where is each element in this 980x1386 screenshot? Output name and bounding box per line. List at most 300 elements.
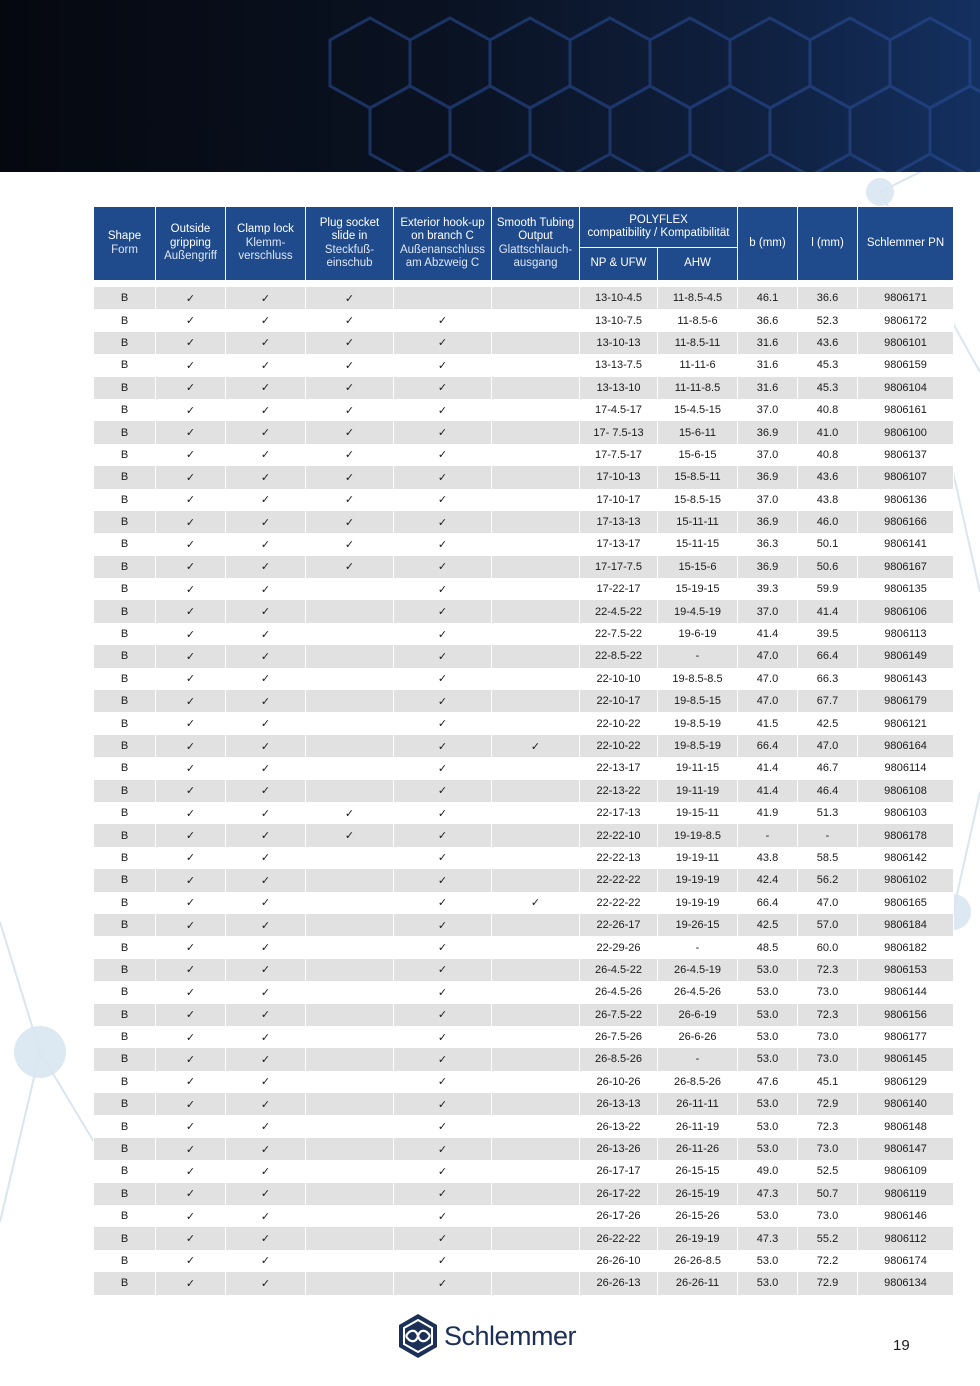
col-plug-socket: Plug socket slide in Steckfuß-einschub xyxy=(306,207,394,281)
plug-socket-check: ✓ xyxy=(306,824,394,846)
shape-cell: B xyxy=(94,1115,156,1137)
plug-socket-check xyxy=(306,1048,394,1070)
shape-cell: B xyxy=(94,1138,156,1160)
col-schlemmer-pn: Schlemmer PN xyxy=(858,207,954,281)
outside-gripping-check: ✓ xyxy=(156,690,226,712)
np-ufw-cell: 17-10-13 xyxy=(580,466,658,488)
shape-cell: B xyxy=(94,399,156,421)
ahw-cell: 15-8.5-11 xyxy=(658,466,738,488)
np-ufw-cell: 17- 7.5-13 xyxy=(580,421,658,443)
shape-cell: B xyxy=(94,1026,156,1048)
plug-socket-check: ✓ xyxy=(306,511,394,533)
spec-table xyxy=(93,206,954,1295)
smooth-tubing-check xyxy=(492,1160,580,1182)
clamp-lock-check: ✓ xyxy=(226,959,306,981)
exterior-hookup-check: ✓ xyxy=(394,1227,492,1249)
table-row xyxy=(94,869,954,891)
table-header xyxy=(94,207,954,281)
np-ufw-cell: 13-10-7.5 xyxy=(580,309,658,331)
pn-cell: 9806103 xyxy=(858,802,954,824)
b-mm-cell: 36.9 xyxy=(738,511,798,533)
table-row xyxy=(94,1093,954,1115)
l-mm-cell: 72.9 xyxy=(798,1272,858,1294)
smooth-tubing-check xyxy=(492,421,580,443)
np-ufw-cell: 26-22-22 xyxy=(580,1227,658,1249)
clamp-lock-check: ✓ xyxy=(226,466,306,488)
table-row xyxy=(94,1160,954,1182)
l-mm-cell: 59.9 xyxy=(798,578,858,600)
l-mm-cell: 73.0 xyxy=(798,981,858,1003)
np-ufw-cell: 13-10-4.5 xyxy=(580,287,658,309)
l-mm-cell: 66.4 xyxy=(798,645,858,667)
ahw-cell: 26-15-15 xyxy=(658,1160,738,1182)
pn-cell: 9806164 xyxy=(858,735,954,757)
pn-cell: 9806108 xyxy=(858,780,954,802)
np-ufw-cell: 17-17-7.5 xyxy=(580,556,658,578)
np-ufw-cell: 22-4.5-22 xyxy=(580,600,658,622)
ahw-cell: 11-11-8.5 xyxy=(658,377,738,399)
plug-socket-check xyxy=(306,757,394,779)
table-row xyxy=(94,1004,954,1026)
outside-gripping-check: ✓ xyxy=(156,1071,226,1093)
exterior-hookup-check: ✓ xyxy=(394,309,492,331)
shape-cell: B xyxy=(94,780,156,802)
pn-cell: 9806107 xyxy=(858,466,954,488)
exterior-hookup-check: ✓ xyxy=(394,332,492,354)
smooth-tubing-check xyxy=(492,444,580,466)
pn-cell: 9806113 xyxy=(858,623,954,645)
b-mm-cell: 36.9 xyxy=(738,466,798,488)
smooth-tubing-check xyxy=(492,824,580,846)
exterior-hookup-check: ✓ xyxy=(394,623,492,645)
table-row xyxy=(94,421,954,443)
l-mm-cell: 50.1 xyxy=(798,533,858,555)
clamp-lock-check: ✓ xyxy=(226,354,306,376)
shape-cell: B xyxy=(94,1160,156,1182)
exterior-hookup-check: ✓ xyxy=(394,936,492,958)
l-mm-cell: 45.3 xyxy=(798,354,858,376)
b-mm-cell: 37.0 xyxy=(738,399,798,421)
clamp-lock-check: ✓ xyxy=(226,287,306,309)
np-ufw-cell: 17-10-17 xyxy=(580,489,658,511)
b-mm-cell: 46.1 xyxy=(738,287,798,309)
ahw-cell: 15-4.5-15 xyxy=(658,399,738,421)
plug-socket-check xyxy=(306,936,394,958)
clamp-lock-check: ✓ xyxy=(226,489,306,511)
clamp-lock-check: ✓ xyxy=(226,1272,306,1294)
clamp-lock-check: ✓ xyxy=(226,757,306,779)
shape-cell: B xyxy=(94,309,156,331)
shape-cell: B xyxy=(94,489,156,511)
pn-cell: 9806112 xyxy=(858,1227,954,1249)
clamp-lock-check: ✓ xyxy=(226,1071,306,1093)
pn-cell: 9806179 xyxy=(858,690,954,712)
plug-socket-check xyxy=(306,892,394,914)
outside-gripping-check: ✓ xyxy=(156,466,226,488)
smooth-tubing-check xyxy=(492,287,580,309)
clamp-lock-check: ✓ xyxy=(226,421,306,443)
shape-cell: B xyxy=(94,668,156,690)
smooth-tubing-check xyxy=(492,802,580,824)
clamp-lock-check: ✓ xyxy=(226,1026,306,1048)
clamp-lock-check: ✓ xyxy=(226,578,306,600)
b-mm-cell: 53.0 xyxy=(738,1205,798,1227)
outside-gripping-check: ✓ xyxy=(156,1272,226,1294)
smooth-tubing-check xyxy=(492,511,580,533)
ahw-cell: 19-11-15 xyxy=(658,757,738,779)
np-ufw-cell: 22-22-22 xyxy=(580,869,658,891)
shape-cell: B xyxy=(94,959,156,981)
np-ufw-cell: 26-17-22 xyxy=(580,1183,658,1205)
b-mm-cell: 66.4 xyxy=(738,892,798,914)
ahw-cell: 11-11-6 xyxy=(658,354,738,376)
clamp-lock-check: ✓ xyxy=(226,735,306,757)
l-mm-cell: 46.4 xyxy=(798,780,858,802)
exterior-hookup-check: ✓ xyxy=(394,489,492,511)
l-mm-cell: 72.2 xyxy=(798,1250,858,1272)
plug-socket-check xyxy=(306,981,394,1003)
smooth-tubing-check xyxy=(492,1093,580,1115)
pn-cell: 9806161 xyxy=(858,399,954,421)
np-ufw-cell: 22-22-22 xyxy=(580,892,658,914)
exterior-hookup-check: ✓ xyxy=(394,1093,492,1115)
smooth-tubing-check xyxy=(492,600,580,622)
b-mm-cell: 53.0 xyxy=(738,1093,798,1115)
shape-cell: B xyxy=(94,1004,156,1026)
pn-cell: 9806178 xyxy=(858,824,954,846)
table-row xyxy=(94,533,954,555)
smooth-tubing-check xyxy=(492,399,580,421)
l-mm-cell: 72.9 xyxy=(798,1093,858,1115)
plug-socket-check xyxy=(306,1227,394,1249)
clamp-lock-check: ✓ xyxy=(226,511,306,533)
plug-socket-check xyxy=(306,780,394,802)
table-row xyxy=(94,466,954,488)
outside-gripping-check: ✓ xyxy=(156,489,226,511)
table-row xyxy=(94,1048,954,1070)
plug-socket-check: ✓ xyxy=(306,377,394,399)
b-mm-cell: 41.4 xyxy=(738,780,798,802)
np-ufw-cell: 26-13-26 xyxy=(580,1138,658,1160)
ahw-cell: 26-26-11 xyxy=(658,1272,738,1294)
pn-cell: 9806102 xyxy=(858,869,954,891)
plug-socket-check xyxy=(306,1183,394,1205)
table-row xyxy=(94,847,954,869)
l-mm-cell: 52.5 xyxy=(798,1160,858,1182)
plug-socket-check xyxy=(306,600,394,622)
outside-gripping-check: ✓ xyxy=(156,1227,226,1249)
shape-cell: B xyxy=(94,802,156,824)
b-mm-cell: 36.9 xyxy=(738,556,798,578)
smooth-tubing-check xyxy=(492,1227,580,1249)
outside-gripping-check: ✓ xyxy=(156,712,226,734)
exterior-hookup-check: ✓ xyxy=(394,1026,492,1048)
table-row xyxy=(94,1138,954,1160)
b-mm-cell: 41.4 xyxy=(738,623,798,645)
pn-cell: 9806177 xyxy=(858,1026,954,1048)
l-mm-cell: 43.6 xyxy=(798,466,858,488)
col-shape: Shape Form xyxy=(94,207,156,281)
ahw-cell: 11-8.5-6 xyxy=(658,309,738,331)
shape-cell: B xyxy=(94,1048,156,1070)
np-ufw-cell: 13-13-10 xyxy=(580,377,658,399)
pn-cell: 9806171 xyxy=(858,287,954,309)
outside-gripping-check: ✓ xyxy=(156,1048,226,1070)
plug-socket-check xyxy=(306,1205,394,1227)
ahw-cell: 19-6-19 xyxy=(658,623,738,645)
outside-gripping-check: ✓ xyxy=(156,981,226,1003)
table-row xyxy=(94,735,954,757)
smooth-tubing-check xyxy=(492,578,580,600)
outside-gripping-check: ✓ xyxy=(156,1115,226,1137)
table-body xyxy=(94,281,954,1295)
ahw-cell: 26-26-8.5 xyxy=(658,1250,738,1272)
exterior-hookup-check: ✓ xyxy=(394,668,492,690)
np-ufw-cell: 26-26-10 xyxy=(580,1250,658,1272)
plug-socket-check xyxy=(306,847,394,869)
pn-cell: 9806104 xyxy=(858,377,954,399)
smooth-tubing-check xyxy=(492,959,580,981)
ahw-cell: 19-8.5-8.5 xyxy=(658,668,738,690)
ahw-cell: 15-8.5-15 xyxy=(658,489,738,511)
exterior-hookup-check: ✓ xyxy=(394,892,492,914)
pn-cell: 9806148 xyxy=(858,1115,954,1137)
smooth-tubing-check xyxy=(492,556,580,578)
plug-socket-check xyxy=(306,668,394,690)
smooth-tubing-check xyxy=(492,1205,580,1227)
pn-cell: 9806129 xyxy=(858,1071,954,1093)
exterior-hookup-check: ✓ xyxy=(394,466,492,488)
outside-gripping-check: ✓ xyxy=(156,377,226,399)
plug-socket-check xyxy=(306,914,394,936)
np-ufw-cell: 22-22-13 xyxy=(580,847,658,869)
l-mm-cell: 46.7 xyxy=(798,757,858,779)
table-row xyxy=(94,1071,954,1093)
ahw-cell: 15-15-6 xyxy=(658,556,738,578)
shape-cell: B xyxy=(94,444,156,466)
table-row xyxy=(94,914,954,936)
shape-cell: B xyxy=(94,914,156,936)
b-mm-cell: 47.0 xyxy=(738,668,798,690)
outside-gripping-check: ✓ xyxy=(156,847,226,869)
b-mm-cell: 53.0 xyxy=(738,1138,798,1160)
exterior-hookup-check: ✓ xyxy=(394,1048,492,1070)
pn-cell: 9806109 xyxy=(858,1160,954,1182)
np-ufw-cell: 26-13-13 xyxy=(580,1093,658,1115)
shape-cell: B xyxy=(94,287,156,309)
ahw-cell: 26-15-26 xyxy=(658,1205,738,1227)
smooth-tubing-check xyxy=(492,1138,580,1160)
plug-socket-check xyxy=(306,1272,394,1294)
hero-banner xyxy=(0,0,980,172)
smooth-tubing-check xyxy=(492,757,580,779)
outside-gripping-check: ✓ xyxy=(156,892,226,914)
smooth-tubing-check xyxy=(492,712,580,734)
smooth-tubing-check xyxy=(492,645,580,667)
b-mm-cell: 53.0 xyxy=(738,959,798,981)
col-smooth-tubing: Smooth Tubing Output Glattschlauch-ausgang xyxy=(492,207,580,281)
pn-cell: 9806137 xyxy=(858,444,954,466)
pn-cell: 9806101 xyxy=(858,332,954,354)
table-row xyxy=(94,1115,954,1137)
ahw-cell: 19-8.5-15 xyxy=(658,690,738,712)
b-mm-cell: 41.4 xyxy=(738,757,798,779)
exterior-hookup-check xyxy=(394,287,492,309)
smooth-tubing-check xyxy=(492,981,580,1003)
table-row xyxy=(94,936,954,958)
table-row xyxy=(94,1272,954,1294)
l-mm-cell: 73.0 xyxy=(798,1048,858,1070)
ahw-cell: 26-4.5-19 xyxy=(658,959,738,981)
np-ufw-cell: 22-29-26 xyxy=(580,936,658,958)
smooth-tubing-check xyxy=(492,1272,580,1294)
smooth-tubing-check xyxy=(492,489,580,511)
b-mm-cell: 49.0 xyxy=(738,1160,798,1182)
plug-socket-check: ✓ xyxy=(306,556,394,578)
outside-gripping-check: ✓ xyxy=(156,668,226,690)
np-ufw-cell: 26-4.5-22 xyxy=(580,959,658,981)
table-row xyxy=(94,377,954,399)
exterior-hookup-check: ✓ xyxy=(394,981,492,1003)
np-ufw-cell: 26-17-26 xyxy=(580,1205,658,1227)
smooth-tubing-check xyxy=(492,1115,580,1137)
np-ufw-cell: 26-13-22 xyxy=(580,1115,658,1137)
smooth-tubing-check xyxy=(492,690,580,712)
plug-socket-check xyxy=(306,869,394,891)
smooth-tubing-check xyxy=(492,1071,580,1093)
np-ufw-cell: 22-22-10 xyxy=(580,824,658,846)
pn-cell: 9806100 xyxy=(858,421,954,443)
ahw-cell: 26-6-26 xyxy=(658,1026,738,1048)
shape-cell: B xyxy=(94,600,156,622)
exterior-hookup-check: ✓ xyxy=(394,377,492,399)
np-ufw-cell: 26-26-13 xyxy=(580,1272,658,1294)
ahw-cell: 19-19-11 xyxy=(658,847,738,869)
col-b-mm: b (mm) xyxy=(738,207,798,281)
plug-socket-check: ✓ xyxy=(306,287,394,309)
clamp-lock-check: ✓ xyxy=(226,869,306,891)
shape-cell: B xyxy=(94,892,156,914)
outside-gripping-check: ✓ xyxy=(156,914,226,936)
clamp-lock-check: ✓ xyxy=(226,623,306,645)
exterior-hookup-check: ✓ xyxy=(394,421,492,443)
exterior-hookup-check: ✓ xyxy=(394,735,492,757)
pn-cell: 9806174 xyxy=(858,1250,954,1272)
exterior-hookup-check: ✓ xyxy=(394,1138,492,1160)
outside-gripping-check: ✓ xyxy=(156,1138,226,1160)
pn-cell: 9806165 xyxy=(858,892,954,914)
plug-socket-check: ✓ xyxy=(306,399,394,421)
l-mm-cell: 43.6 xyxy=(798,332,858,354)
exterior-hookup-check: ✓ xyxy=(394,690,492,712)
exterior-hookup-check: ✓ xyxy=(394,712,492,734)
pn-cell: 9806143 xyxy=(858,668,954,690)
clamp-lock-check: ✓ xyxy=(226,533,306,555)
shape-cell: B xyxy=(94,1183,156,1205)
shape-cell: B xyxy=(94,847,156,869)
np-ufw-cell: 26-10-26 xyxy=(580,1071,658,1093)
l-mm-cell: 41.4 xyxy=(798,600,858,622)
pn-cell: 9806166 xyxy=(858,511,954,533)
plug-socket-check xyxy=(306,1026,394,1048)
smooth-tubing-check xyxy=(492,377,580,399)
np-ufw-cell: 22-10-22 xyxy=(580,735,658,757)
exterior-hookup-check: ✓ xyxy=(394,1071,492,1093)
shape-cell: B xyxy=(94,377,156,399)
outside-gripping-check: ✓ xyxy=(156,869,226,891)
pn-cell: 9806119 xyxy=(858,1183,954,1205)
ahw-cell: 19-8.5-19 xyxy=(658,712,738,734)
exterior-hookup-check: ✓ xyxy=(394,1205,492,1227)
b-mm-cell: 53.0 xyxy=(738,1250,798,1272)
outside-gripping-check: ✓ xyxy=(156,802,226,824)
np-ufw-cell: 22-10-22 xyxy=(580,712,658,734)
b-mm-cell: 39.3 xyxy=(738,578,798,600)
np-ufw-cell: 26-17-17 xyxy=(580,1160,658,1182)
b-mm-cell: 53.0 xyxy=(738,1048,798,1070)
outside-gripping-check: ✓ xyxy=(156,309,226,331)
ahw-cell: 19-19-19 xyxy=(658,892,738,914)
plug-socket-check: ✓ xyxy=(306,354,394,376)
ahw-cell: 26-11-19 xyxy=(658,1115,738,1137)
ahw-cell: 19-19-19 xyxy=(658,869,738,891)
b-mm-cell: 41.5 xyxy=(738,712,798,734)
smooth-tubing-check xyxy=(492,1048,580,1070)
ahw-cell: 19-8.5-19 xyxy=(658,735,738,757)
exterior-hookup-check: ✓ xyxy=(394,1115,492,1137)
l-mm-cell: 41.0 xyxy=(798,421,858,443)
table-row xyxy=(94,489,954,511)
table-row xyxy=(94,1227,954,1249)
exterior-hookup-check: ✓ xyxy=(394,802,492,824)
pn-cell: 9806156 xyxy=(858,1004,954,1026)
pn-cell: 9806106 xyxy=(858,600,954,622)
shape-cell: B xyxy=(94,556,156,578)
shape-cell: B xyxy=(94,981,156,1003)
exterior-hookup-check: ✓ xyxy=(394,645,492,667)
np-ufw-cell: 22-26-17 xyxy=(580,914,658,936)
ahw-cell: 19-11-19 xyxy=(658,780,738,802)
np-ufw-cell: 26-7.5-26 xyxy=(580,1026,658,1048)
smooth-tubing-check xyxy=(492,1250,580,1272)
shape-cell: B xyxy=(94,869,156,891)
l-mm-cell: 66.3 xyxy=(798,668,858,690)
exterior-hookup-check: ✓ xyxy=(394,780,492,802)
pn-cell: 9806114 xyxy=(858,757,954,779)
l-mm-cell: 47.0 xyxy=(798,735,858,757)
b-mm-cell: 31.6 xyxy=(738,377,798,399)
smooth-tubing-check xyxy=(492,309,580,331)
ahw-cell: 19-19-8.5 xyxy=(658,824,738,846)
pn-cell: 9806136 xyxy=(858,489,954,511)
plug-socket-check: ✓ xyxy=(306,489,394,511)
clamp-lock-check: ✓ xyxy=(226,399,306,421)
outside-gripping-check: ✓ xyxy=(156,556,226,578)
exterior-hookup-check: ✓ xyxy=(394,1183,492,1205)
outside-gripping-check: ✓ xyxy=(156,757,226,779)
b-mm-cell: 43.8 xyxy=(738,847,798,869)
table-row xyxy=(94,645,954,667)
b-mm-cell: 36.6 xyxy=(738,309,798,331)
shape-cell: B xyxy=(94,936,156,958)
shape-cell: B xyxy=(94,645,156,667)
smooth-tubing-check xyxy=(492,668,580,690)
l-mm-cell: 46.0 xyxy=(798,511,858,533)
shape-cell: B xyxy=(94,1227,156,1249)
b-mm-cell: 31.6 xyxy=(738,332,798,354)
l-mm-cell: 51.3 xyxy=(798,802,858,824)
b-mm-cell: 53.0 xyxy=(738,1115,798,1137)
